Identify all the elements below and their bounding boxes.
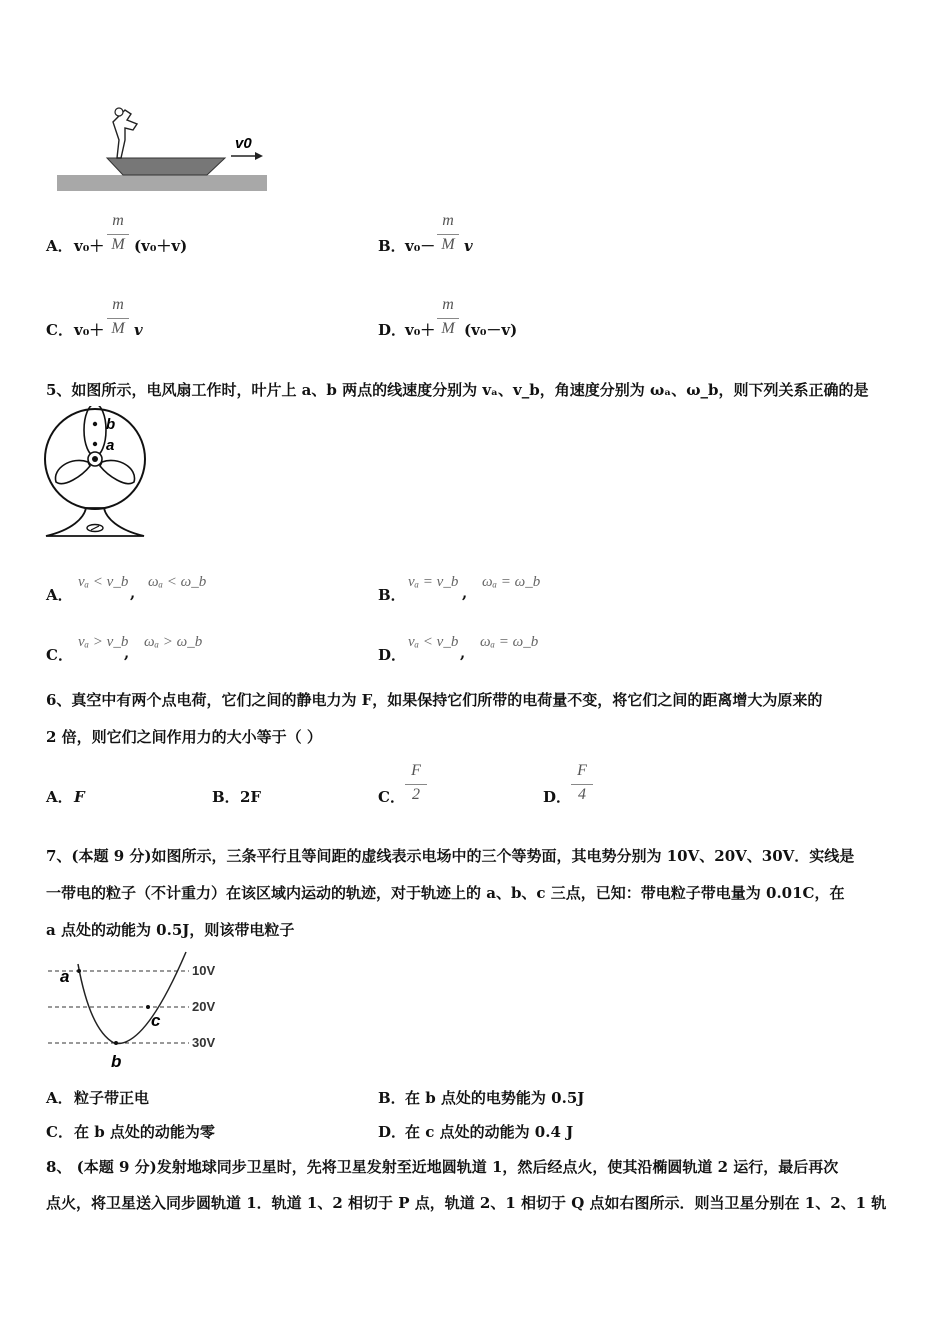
svg-text:b: b [111, 1052, 122, 1071]
person [113, 110, 137, 158]
point-b [93, 422, 97, 426]
boat-figure [55, 100, 270, 195]
svg-text:20V: 20V [192, 999, 216, 1014]
q7-stem-line1: 7、(本题 9 分)如图所示，三条平行且等间距的虚线表示电场中的三个等势面，其电势分别为 10V、20V、30V．实线是 [46, 847, 855, 865]
equipotential-figure [44, 948, 234, 1074]
boat [107, 158, 225, 175]
ground [57, 175, 267, 191]
svg-text:b: b [106, 416, 116, 433]
svg-text:a: a [106, 437, 115, 454]
svg-text:c: c [151, 1011, 161, 1030]
particle-trajectory [78, 952, 186, 1043]
svg-text:a: a [60, 967, 70, 986]
q7-stem-line2: 一带电的粒子（不计重力）在该区域内运动的轨迹，对于轨迹上的 a、b、c 三点，已知：带电粒子带电量为 0.01C，在 [46, 884, 845, 902]
fan-blade [84, 406, 106, 456]
svg-text:30V: 30V [192, 1035, 216, 1050]
q8-stem-line1: 8、 (本题 9 分)发射地球同步卫星时，先将卫星发射至近地圆轨道 1，然后经点火，使其沿椭圆轨道 2 运行，最后再次 [46, 1158, 839, 1176]
q6-stem-line1: 6、真空中有两个点电荷，它们之间的静电力为 F，如果保持它们所带的电荷量不变，将它们之间的距离增大为原来的 [46, 691, 823, 709]
q7-stem-line3: a 点处的动能为 0.5J，则该带电粒子 [46, 921, 295, 939]
point-a [93, 442, 97, 446]
fan-figure [42, 406, 152, 544]
q8-stem-line2: 点火，将卫星送入同步圆轨道 1．轨道 1、2 相切于 P 点，轨道 2、1 相切于 Q 点如右图所示．则当卫星分别在 1、2、1 轨 [46, 1194, 887, 1212]
q5-stem: 5、如图所示，电风扇工作时，叶片上 a、b 两点的线速度分别为 vₐ、v_b，角速度分别为 ωₐ、ω_b，则下列关系正确的是 [46, 381, 869, 399]
q6-stem-line2: 2 倍，则它们之间作用力的大小等于（ ） [46, 728, 322, 746]
svg-text:10V: 10V [192, 963, 216, 978]
v0-label: v0 [235, 135, 252, 152]
